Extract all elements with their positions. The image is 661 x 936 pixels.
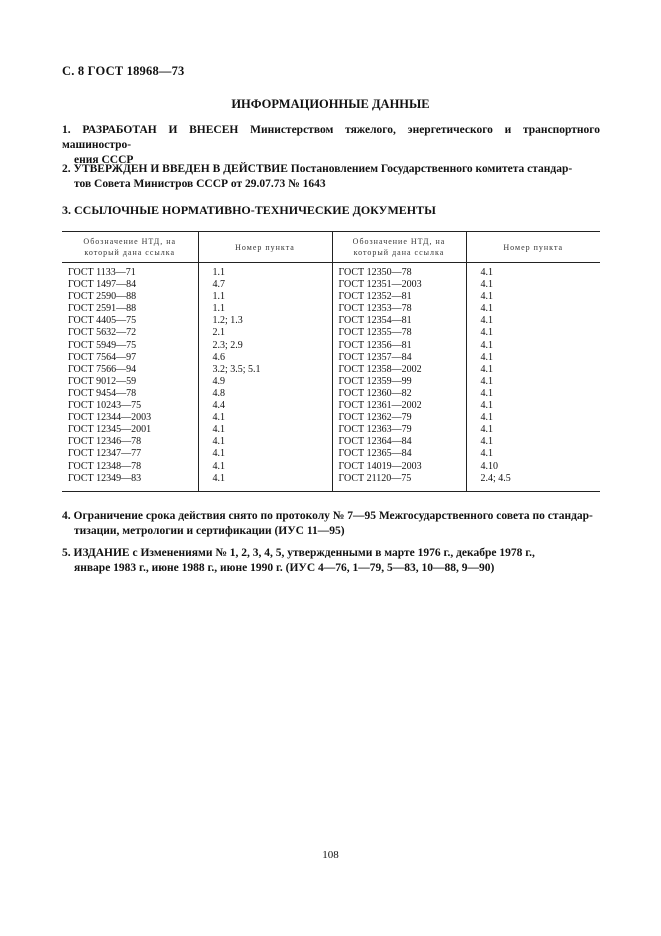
ref-designation-right: ГОСТ 12354—81 xyxy=(332,315,466,327)
table-row xyxy=(62,448,600,460)
ref-clause-right: 2.4; 4.5 xyxy=(480,472,511,484)
ref-clause-right: 4.1 xyxy=(480,267,493,278)
table-row xyxy=(62,376,600,388)
ref-designation-right: ГОСТ 12359—99 xyxy=(332,376,466,388)
ref-clause-right: 4.1 xyxy=(480,424,493,436)
ref-designation-left: ГОСТ 12344—2003 xyxy=(62,412,198,424)
table-row xyxy=(62,400,600,412)
ref-designation-right: ГОСТ 12351—2003 xyxy=(332,279,466,291)
references-table xyxy=(62,231,600,492)
ref-designation-left: ГОСТ 12345—2001 xyxy=(62,424,198,436)
ref-clause-left: 1.2; 1.3 xyxy=(198,315,332,327)
table-body xyxy=(62,263,600,492)
ref-designation-left: ГОСТ 9012—59 xyxy=(62,376,198,388)
ref-designation-right: ГОСТ 12362—79 xyxy=(332,412,466,424)
ref-clause-right: 4.1 xyxy=(480,327,493,339)
item-1-text-a: Министерством тяжелого, энергетического и транспортного машиностро- xyxy=(62,124,600,151)
ref-clause-right: 4.1 xyxy=(480,436,493,448)
header-clause-2: Номер пункта xyxy=(466,232,600,263)
ref-clause-right: 4.1 xyxy=(480,363,493,375)
ref-designation-right: ГОСТ 12353—78 xyxy=(332,303,466,315)
ref-designation-right: ГОСТ 12355—78 xyxy=(332,327,466,339)
ref-clause-left: 3.2; 3.5; 5.1 xyxy=(198,364,332,376)
ref-designation-right: ГОСТ 12365—84 xyxy=(332,448,466,460)
item-1-text-b: ения СССР xyxy=(74,154,134,166)
table-row xyxy=(62,473,600,492)
ref-clause-left: 2.3; 2.9 xyxy=(198,340,332,352)
ref-designation-left: ГОСТ 5949—75 xyxy=(62,340,198,352)
item-5-text-b: январе 1983 г., июне 1988 г., июне 1990 г. (ИУС 4—76, 1—79, 5—83, 10—88, 9—90) xyxy=(74,562,495,574)
ref-designation-left: ГОСТ 12349—83 xyxy=(62,473,198,492)
ref-designation-right: ГОСТ 12352—81 xyxy=(332,291,466,303)
table-row xyxy=(62,303,600,315)
item-2-text-b: тов Совета Министров СССР от 29.07.73 № 1643 xyxy=(74,178,326,190)
table-row xyxy=(62,315,600,327)
ref-designation-left: ГОСТ 10243—75 xyxy=(62,400,198,412)
table-row xyxy=(62,279,600,291)
ref-designation-left: ГОСТ 12346—78 xyxy=(62,436,198,448)
ref-designation-right: ГОСТ 21120—75 xyxy=(332,473,466,492)
ref-clause-right: 4.1 xyxy=(480,291,493,303)
ref-clause-left: 4.7 xyxy=(198,279,332,291)
header-designation-1: Обозначение НТД, на который дана ссылка xyxy=(62,232,198,263)
ref-designation-left: ГОСТ 1133—71 xyxy=(62,263,198,280)
ref-clause-left: 1.1 xyxy=(198,303,332,315)
item-5-paragraph xyxy=(62,546,600,576)
item-5-text-a: 5. ИЗДАНИЕ с Изменениями № 1, 2, 3, 4, 5, утвержденными в марте 1976 г., декабре 1978 г., xyxy=(62,547,535,559)
item-1-lead: РАЗРАБОТАН И ВНЕСЕН xyxy=(82,124,239,136)
table-row xyxy=(62,327,600,339)
ref-clause-left: 4.1 xyxy=(198,448,332,460)
table-row xyxy=(62,340,600,352)
section-title: ИНФОРМАЦИОННЫЕ ДАННЫЕ xyxy=(231,97,430,111)
item-4-paragraph xyxy=(62,509,600,539)
page-header: С. 8 ГОСТ 18968—73 xyxy=(62,64,185,78)
item-4-text-a: 4. Ограничение срока действия снято по протоколу № 7—95 Межгосударственного совета по стандар- xyxy=(62,510,593,522)
ref-designation-right: ГОСТ 12363—79 xyxy=(332,424,466,436)
ref-clause-left: 1.1 xyxy=(198,263,332,280)
ref-clause-left: 4.4 xyxy=(198,400,332,412)
item-3-title: 3. ССЫЛОЧНЫЕ НОРМАТИВНО-ТЕХНИЧЕСКИЕ ДОКУМЕНТЫ xyxy=(62,203,436,217)
ref-clause-left: 4.6 xyxy=(198,352,332,364)
table-row xyxy=(62,461,600,473)
ref-designation-left: ГОСТ 9454—78 xyxy=(62,388,198,400)
ref-designation-left: ГОСТ 1497—84 xyxy=(62,279,198,291)
header-designation-2: Обозначение НТД, на который дана ссылка xyxy=(332,232,466,263)
ref-clause-right: 4.1 xyxy=(480,303,493,315)
table-row xyxy=(62,263,600,280)
ref-designation-right: ГОСТ 12364—84 xyxy=(332,436,466,448)
ref-clause-left: 4.1 xyxy=(198,436,332,448)
ref-clause-right: 4.10 xyxy=(480,460,498,472)
table-row xyxy=(62,412,600,424)
page-number: 108 xyxy=(322,849,339,861)
table-row xyxy=(62,364,600,376)
ref-clause-left: 4.9 xyxy=(198,376,332,388)
ref-designation-right: ГОСТ 12361—2002 xyxy=(332,400,466,412)
ref-clause-right: 4.1 xyxy=(480,339,493,351)
ref-designation-right: ГОСТ 12357—84 xyxy=(332,352,466,364)
ref-designation-left: ГОСТ 4405—75 xyxy=(62,315,198,327)
ref-designation-left: ГОСТ 5632—72 xyxy=(62,327,198,339)
ref-clause-left: 4.1 xyxy=(198,461,332,473)
ref-designation-right: ГОСТ 14019—2003 xyxy=(332,461,466,473)
ref-designation-right: ГОСТ 12356—81 xyxy=(332,340,466,352)
ref-clause-left: 2.1 xyxy=(198,327,332,339)
ref-clause-left: 1.1 xyxy=(198,291,332,303)
table-row xyxy=(62,388,600,400)
ref-designation-left: ГОСТ 7566—94 xyxy=(62,364,198,376)
ref-clause-right: 4.1 xyxy=(480,279,493,291)
table-row xyxy=(62,352,600,364)
item-4-text-b: тизации, метрологии и сертификации (ИУС 11—95) xyxy=(74,525,345,537)
ref-clause-right: 4.1 xyxy=(480,375,493,387)
item-2-lead: УТВЕРЖДЕН И ВВЕДЕН В ДЕЙСТВИЕ xyxy=(73,163,288,175)
ref-designation-left: ГОСТ 2590—88 xyxy=(62,291,198,303)
ref-designation-right: ГОСТ 12360—82 xyxy=(332,388,466,400)
ref-designation-left: ГОСТ 2591—88 xyxy=(62,303,198,315)
ref-clause-right: 4.1 xyxy=(480,400,493,412)
ref-designation-right: ГОСТ 12350—78 xyxy=(332,263,466,280)
ref-clause-left: 4.1 xyxy=(198,424,332,436)
ref-clause-right: 4.1 xyxy=(480,412,493,424)
header-clause-1: Номер пункта xyxy=(198,232,332,263)
table-header-row xyxy=(62,232,600,263)
table-row xyxy=(62,436,600,448)
ref-clause-right: 4.1 xyxy=(480,448,493,460)
ref-clause-right: 4.1 xyxy=(480,351,493,363)
item-2-text-a: Постановлением Государственного комитета стандар- xyxy=(290,163,573,175)
ref-clause-right: 4.1 xyxy=(480,315,493,327)
ref-clause-right: 4.1 xyxy=(480,387,493,399)
ref-designation-left: ГОСТ 12348—78 xyxy=(62,461,198,473)
item-2-number: 2. xyxy=(62,163,71,175)
ref-designation-left: ГОСТ 7564—97 xyxy=(62,352,198,364)
ref-clause-left: 4.1 xyxy=(198,473,332,492)
item-1-number: 1. xyxy=(62,124,71,136)
ref-designation-left: ГОСТ 12347—77 xyxy=(62,448,198,460)
ref-clause-left: 4.8 xyxy=(198,388,332,400)
item-2-paragraph xyxy=(62,162,600,192)
ref-designation-right: ГОСТ 12358—2002 xyxy=(332,364,466,376)
ref-clause-left: 4.1 xyxy=(198,412,332,424)
table-row xyxy=(62,424,600,436)
table-row xyxy=(62,291,600,303)
